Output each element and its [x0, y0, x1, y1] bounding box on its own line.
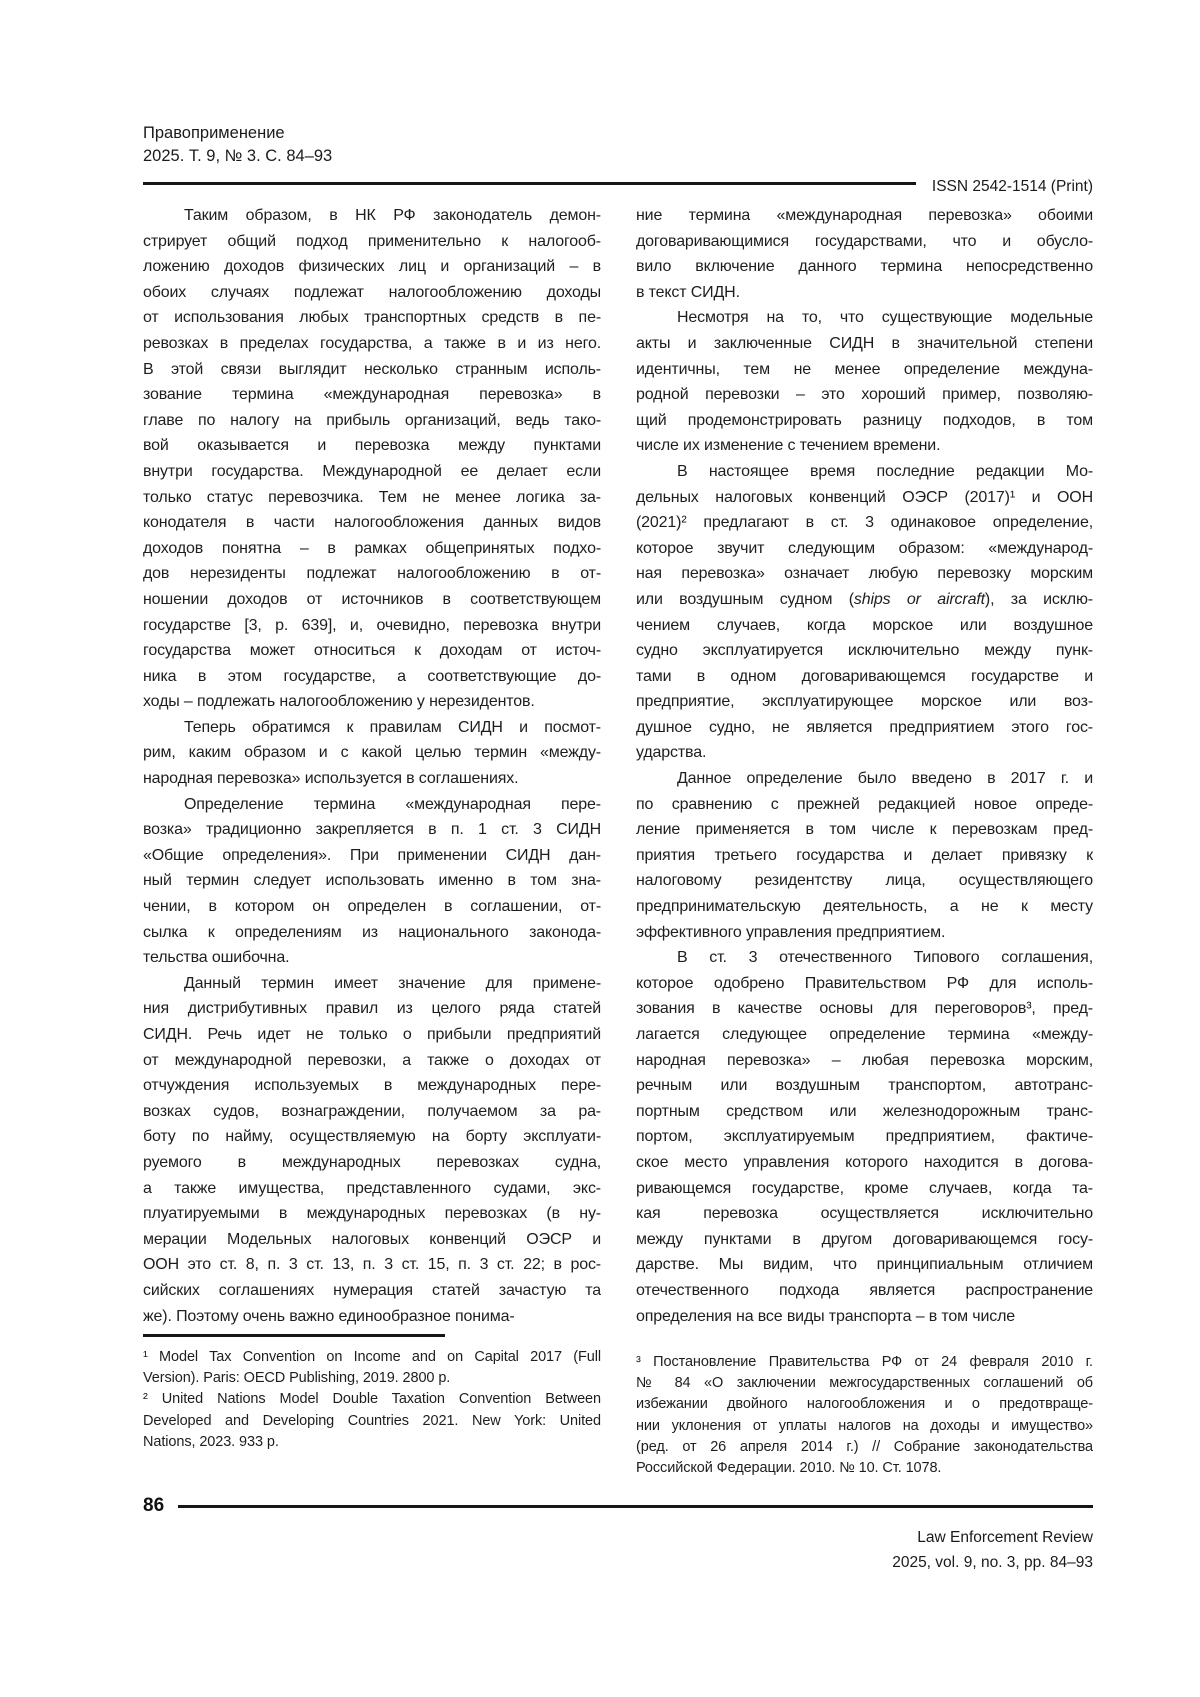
text-line: мерации Модельных налоговых конвенций ОЭСР и [143, 1230, 601, 1248]
text-line: ния дистрибутивных правил из целого ряда статей [143, 1000, 601, 1018]
text-line: кая перевозка осуществляется исключительно [636, 1205, 1093, 1223]
text-line: государства может относиться к доходам от источ- [143, 642, 601, 660]
text-line: лагается следующее определение термина «между- [636, 1026, 1093, 1043]
text-line: щий продемонстрировать разницу подходов, в том [636, 411, 1093, 429]
paragraph [636, 766, 1093, 945]
journal-title: Правоприменение [143, 124, 285, 142]
text-line: сийских соглашениях нумерация статей зачастую та [143, 1281, 601, 1299]
text-line: народная перевозка» используется в соглашениях. [143, 770, 519, 788]
paragraph [636, 305, 1093, 459]
text-line: которое одобрено Правительством РФ для исполь- [636, 974, 1093, 992]
text-line: чением случаев, когда морское или воздушное [636, 616, 1093, 634]
issn-label: ISSN 2542-1514 (Print) [931, 178, 1093, 195]
text-line: Данный термин имеет значение для примене- [184, 974, 601, 992]
footnote-separator [143, 1334, 445, 1337]
text-line: дарстве. Мы видим, что принципиальным отличием [636, 1256, 1093, 1274]
paragraph [143, 971, 601, 1329]
text-line: боту по найму, осуществляемую на борту эксплуати- [143, 1128, 601, 1146]
text-line: ударства. [636, 744, 707, 762]
text-line: избежании двойного налогообложения и о предотвраще- [636, 1396, 1093, 1413]
paragraph [636, 459, 1093, 766]
text-line: тельства ошибочна. [143, 949, 290, 967]
text-line: государстве [3, p. 639], и, очевидно, перевозка внутри [143, 616, 601, 634]
text-line: главе по налогу на прибыль организаций, ведь тако- [143, 411, 601, 429]
text-line: портным средством или железнодорожным транс- [636, 1102, 1093, 1120]
text-line: в текст СИДН. [636, 283, 740, 301]
text-line: тами в одном договаривающемся государстве и [636, 667, 1093, 685]
text-line: сылка к определениям из национального законода- [143, 923, 601, 941]
text-line: ная перевозка» означает любую перевозку морским [636, 565, 1093, 583]
text-line: В ст. 3 отечественного Типового соглашения, [677, 949, 1093, 967]
text-line: конодателя в части налогообложения данных видов [143, 514, 601, 532]
text-line: от использования любых транспортных средств в пе- [143, 309, 601, 327]
text-line: приятия третьего государства и делает привязку к [636, 846, 1093, 864]
text-line: ложению доходов физических лиц и организаций – в [143, 258, 601, 276]
text-line: отечественного подхода является распространение [636, 1281, 1093, 1299]
text-line: возка» традиционно закрепляется в п. 1 ст. 3 СИДН [143, 821, 601, 839]
text-line: ный термин следует использовать именно в том зна- [143, 872, 601, 890]
text-line: налоговому резидентству лица, осуществляющего [636, 872, 1093, 890]
text-line: Таким образом, в НК РФ законодатель демон- [184, 207, 601, 224]
text-line: числе их изменение с течением времени. [636, 437, 941, 455]
text-line: от международной перевозки, а также о доходах от [143, 1051, 601, 1069]
text-line: В настоящее время последние редакции Мо- [677, 462, 1093, 480]
paragraph [143, 203, 601, 715]
text-line: определения на все виды транспорта – в том числе [636, 1307, 1016, 1325]
text-line: дов нерезиденты подлежат налогообложению в от- [143, 565, 601, 583]
text-line: (2021)² предлагают в ст. 3 одинаковое определение, [636, 514, 1093, 532]
text-line: В этой связи выглядит несколько странным исполь- [143, 360, 601, 378]
text-line: Несмотря на то, что существующие модельные [677, 309, 1093, 327]
header [143, 122, 332, 168]
text-line: между пунктами в другом договаривающемся госу- [636, 1230, 1093, 1248]
header-rule-row [143, 173, 1093, 193]
text-line: же). Поэтому очень важно единообразное понима- [143, 1307, 515, 1325]
text-line: ООН это ст. 8, п. 3 ст. 13, п. 3 ст. 15, п. 3 ст. 22; в рос- [143, 1256, 601, 1274]
text-line: ское место управления которого находится в догова- [636, 1153, 1093, 1171]
text-line: обоих случаях подлежат налогообложению доходы [143, 283, 601, 301]
text-line: доходов понятна – в рамках общепринятых подхо- [143, 539, 601, 557]
paragraph [636, 203, 1093, 305]
text-line: ходы – подлежать налогообложению у нерезидентов. [143, 693, 535, 711]
text-line: возках судов, вознаграждении, получаемом за ра- [143, 1102, 601, 1120]
text-line: ние термина «международная перевозка» обоими [636, 207, 1093, 224]
text-line: договаривающимися государствами, что и обусло- [636, 232, 1093, 250]
text-line: только статус перевозчика. Тем не менее логика за- [143, 488, 601, 506]
text-line: судно эксплуатируется исключительно между пунк- [636, 642, 1093, 660]
text-line: вой оказывается и перевозка между пунктами [143, 437, 601, 455]
text-line: идентичны, тем не менее определение междуна- [636, 360, 1093, 378]
text-line: народная перевозка» – любая перевозка морским, [636, 1051, 1093, 1069]
right-footnotes [636, 1352, 1093, 1479]
text-line: стрирует общий подход применительно к налогооб- [143, 232, 601, 250]
issue-info: 2025. Т. 9, № 3. С. 84–93 [143, 147, 333, 165]
paragraph [143, 715, 601, 792]
text-line: душное судно, не является предприятием этого гос- [636, 718, 1093, 736]
text-line: Теперь обратимся к правилам СИДН и посмот- [184, 718, 601, 736]
text-line: Developed and Developing Countries 2021. New York: United [143, 1412, 601, 1429]
text-line: речным или воздушным транспортом, автотранс- [636, 1077, 1093, 1095]
paragraph [636, 1352, 1093, 1479]
text-line: или воздушным судном (ships or aircraft), за исклю- [636, 590, 1093, 608]
text-line: Version). Paris: OECD Publishing, 2019. 2800 p. [143, 1370, 451, 1387]
text-line: Российской Федерации. 2010. № 10. Ст. 1078. [636, 1459, 942, 1476]
text-line: которое звучит следующим образом: «международ- [636, 539, 1093, 557]
text-line: дельных налоговых конвенций ОЭСР (2017)¹ и ООН [636, 488, 1093, 506]
text-line: (ред. от 26 апреля 2014 г.) // Собрание законодательства [636, 1438, 1093, 1455]
article-body [143, 203, 1093, 1329]
text-line: акты и заключенные СИДН в значительной степени [636, 334, 1093, 352]
text-line: ление применяется в том числе к перевозкам пред- [636, 821, 1093, 839]
text-line: руемого в международных перевозках судна, [143, 1153, 601, 1171]
text-line: предприятие, эксплуатирующее морское или воз- [636, 693, 1093, 711]
text-line: внутри государства. Международной ее делает если [143, 462, 601, 480]
text-line: рим, каким образом и с какой целью термин «между- [143, 744, 601, 762]
text-line: ривающемся государстве, кроме случаев, когда та- [636, 1179, 1093, 1197]
right-column [636, 203, 1093, 1329]
text-line: ² United Nations Model Double Taxation Convention Between [143, 1391, 601, 1408]
text-line: зования в качестве основы для переговоров³, пред- [636, 1000, 1093, 1018]
left-footnotes [143, 1347, 601, 1453]
text-line: родной перевозки – это хороший пример, позволяю- [636, 386, 1093, 404]
text-line: эффективного управления предприятием. [636, 923, 946, 941]
text-line: Данное определение было введено в 2017 г. и [677, 770, 1093, 788]
text-line: ¹ Model Tax Convention on Income and on Capital 2017 (Full [143, 1349, 601, 1365]
text-line: ношении доходов от источников в соответствующем [143, 590, 601, 608]
paragraph [143, 792, 601, 971]
paragraph [143, 1389, 601, 1453]
text-line: отчуждения используемых в международных пере- [143, 1077, 601, 1095]
footer [892, 1526, 1093, 1575]
text-line: нии уклонения от уплаты налогов на доходы и имущество» [636, 1417, 1093, 1434]
text-line: портом, эксплуатируемым предприятием, фактиче- [636, 1128, 1093, 1146]
text-line: Определение термина «международная пере- [184, 795, 601, 813]
text-line: ника в этом государстве, а соответствующие до- [143, 667, 601, 685]
text-line: по сравнению с прежней редакцией новое опреде- [636, 795, 1093, 813]
paragraph [143, 1347, 601, 1389]
text-line: чении, в котором он определен в соглашении, от- [143, 898, 601, 916]
text-line: ревозках в пределах государства, а также в и из него. [143, 334, 601, 352]
page-number: 86 [143, 1495, 165, 1516]
footer-rule [178, 1505, 1093, 1508]
header-rule [143, 182, 916, 185]
text-line: «Общие определения». При применении СИДН дан- [143, 846, 601, 864]
paragraph [636, 945, 1093, 1329]
text-line: вило включение данного термина непосредственно [636, 258, 1093, 276]
journal-title-en: Law Enforcement Review [917, 1529, 1093, 1546]
text-line: плуатируемыми в международных перевозках (в ну- [143, 1205, 601, 1223]
issue-info-en: 2025, vol. 9, no. 3, pp. 84–93 [892, 1553, 1093, 1571]
left-column [143, 203, 601, 1329]
footer-rule-row [143, 1492, 1093, 1520]
text-line: Nations, 2023. 933 p. [143, 1433, 279, 1450]
text-line: предпринимательскую деятельность, а не к месту [636, 898, 1093, 916]
text-line: СИДН. Речь идет не только о прибыли предприятий [143, 1026, 601, 1043]
text-line: а также имущества, представленного судами, экс- [143, 1179, 601, 1197]
text-line: зование термина «международная перевозка» в [143, 386, 601, 404]
text-line: ³ Постановление Правительства РФ от 24 февраля 2010 г. [636, 1354, 1093, 1370]
text-line: № 84 «О заключении межгосударственных соглашений об [636, 1375, 1093, 1392]
